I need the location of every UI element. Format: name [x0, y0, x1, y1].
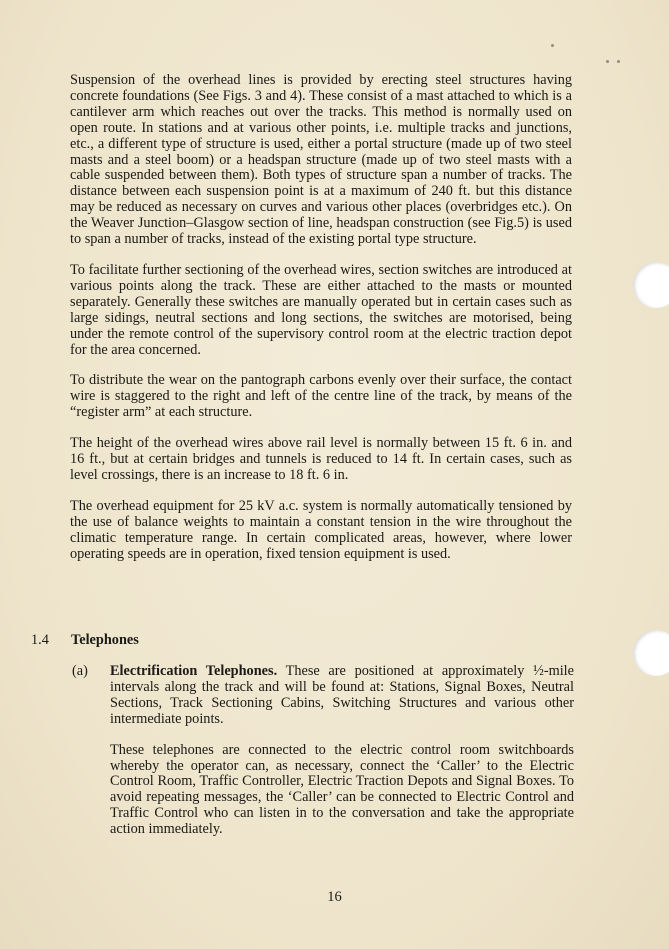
subsection-label: (a) — [72, 663, 88, 679]
section-number: 1.4 — [31, 632, 49, 648]
subsection-electrification-telephones — [72, 664, 574, 853]
paragraph-tension: The overhead equipment for 25 kV a.c. system is normally automatically tensioned by the use of balance weights to maintain a constant tension in the wire throughout the climatic temperature range. In certain complicated areas, however, where lower operating speeds are in operation, fixed tension equipment is used. — [70, 497, 572, 562]
subsection-paragraph-2: These telephones are connected to the electric control room switchboards whereby the operator can, as necessary, connect the ‘Caller’ to the Electric Control Room, Traffic Controller, Electric Traction Depots and Signal Boxes. To avoid repeating messages, the ‘Caller’ can be connected to Electric Control and Traffic Control who can listen in to the conversation and take the appropriate action immediately. — [110, 741, 574, 838]
paragraph-sectioning: To facilitate further sectioning of the overhead wires, section switches are introduced at various points along the track. These are either attached to the masts or mounted separately. Generally these switches are manually operated but in certain cases such as large sidings, neutral sections and long sections, the switches are motorised, being under the remote control of the supervisory control room at the electric traction depot for the area concerned. — [70, 261, 572, 358]
punch-hole — [633, 630, 669, 676]
section-title: Telephones — [71, 632, 139, 648]
paragraph-height: The height of the overhead wires above rail level is normally between 15 ft. 6 in. and 16 ft., but at certain bridges and tunnels is reduced to 14 ft. In certain cases, such as level crossings, there is an increase to 18 ft. 6 in. — [70, 435, 572, 483]
subsection-paragraph-1 — [110, 664, 574, 728]
paragraph-suspension: Suspension of the overhead lines is provided by erecting steel structures having concrete foundations (See Figs. 3 and 4). These consist of a mast attached to which is a cantilever arm which reaches out over the tracks. This method is normally used on open route. In stations and at various other points, i.e. multiple tracks and junctions, etc., a different type of structure is used, either a portal structure (made up of two steel masts and a steel boom) or a headspan structure (made up of two steel masts with a cable suspended between them). Both types of structure span a number of tracks. The distance between each suspension point is at a maximum of 240 ft. but this distance may be reduced as necessary on curves and various other places (overbridges etc.). On the Weaver Junction–Glasgow section of line, headspan construction (see Fig.5) is used to span a number of tracks, instead of the existing portal type structure. — [70, 72, 572, 248]
page-number: 16 — [327, 889, 342, 905]
section-heading — [31, 632, 139, 649]
subsection-text-1: These are positioned at approximately ½-mile intervals along the track and will be found at: Stations, Signal Boxes, Neutral Sections, Track Sectioning Cabins, Switching Structures and various other intermediate points. — [110, 663, 574, 727]
paper-speck — [617, 60, 620, 63]
paragraph-stagger: To distribute the wear on the pantograph carbons evenly over their surface, the contact wire is staggered to the right and left of the centre line of the track, by means of the “register arm” at each structure. — [70, 372, 572, 421]
subsection-term: Electrification Telephones. — [110, 663, 278, 679]
paper-speck — [606, 60, 609, 63]
paper-speck — [551, 44, 554, 47]
body-text — [70, 73, 572, 577]
punch-hole — [633, 262, 669, 308]
